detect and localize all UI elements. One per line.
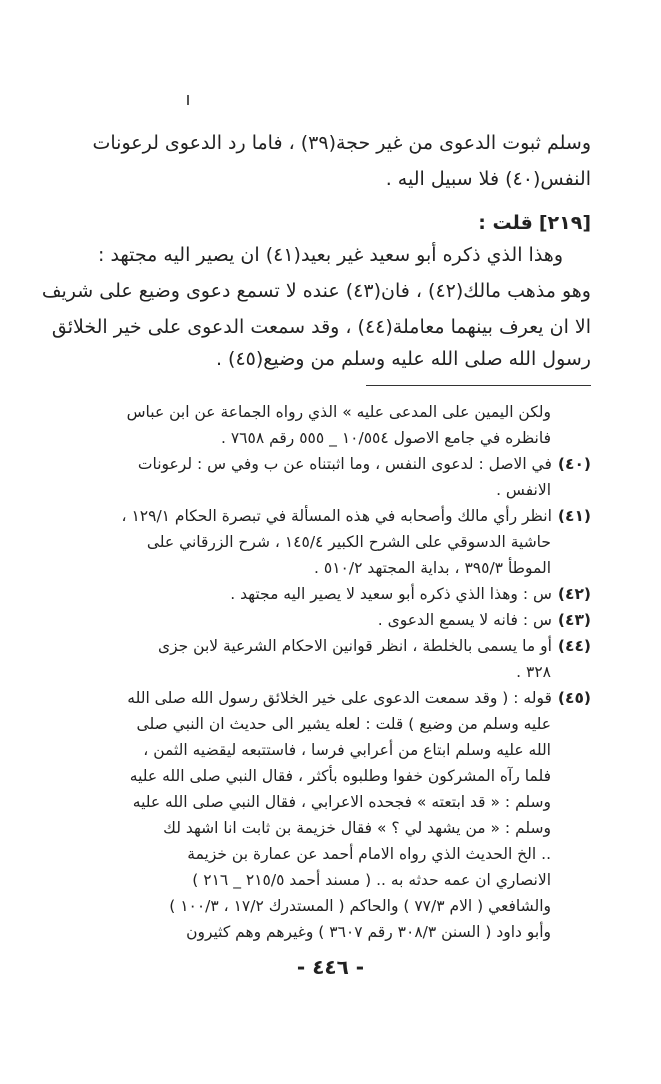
footnote-line bbox=[78, 789, 591, 815]
footnote-line bbox=[78, 685, 591, 711]
footnote-text: س : وهذا الذي ذكره أبو سعيد لا يصير اليه مجتهد . bbox=[230, 585, 552, 603]
section-number: [٢١٩] bbox=[538, 212, 591, 234]
section-label: قلت : bbox=[478, 212, 533, 234]
footnote-line bbox=[78, 399, 591, 425]
section-text-line-1: وهذا الذي ذكره أبو سعيد غير بعيد(٤١) ان يصير اليه مجتهد : bbox=[98, 244, 563, 266]
main-text-line-2: النفس(٤٠) فلا سبيل اليه . bbox=[385, 168, 591, 190]
footnote-text: قوله : ( وقد سمعت الدعوى على خير الخلائق رسول الله صلى الله bbox=[127, 689, 552, 707]
footnote-text: حاشية الدسوقي على الشرح الكبير ١٤٥/٤ ، شرح الزرقاني على bbox=[146, 533, 551, 551]
footnote-number: (٤٠) bbox=[557, 455, 591, 473]
footnote-text: .. الخ الحديث الذي رواه الامام أحمد عن عمارة بن خزيمة bbox=[187, 845, 551, 863]
section-text-line-4: رسول الله صلى الله عليه وسلم من وضيع(٤٥) . bbox=[215, 348, 591, 370]
footnote-text: وسلم : « من يشهد لي ؟ » فقال خزيمة بن ثابت انا اشهد لك bbox=[163, 819, 551, 837]
footnote-number: (٤١) bbox=[557, 507, 591, 525]
section-text-line-2: وهو مذهب مالك(٤٢) ، فان(٤٣) عنده لا تسمع دعوى وضيع على شريف bbox=[41, 280, 591, 302]
footnote-line bbox=[78, 633, 591, 659]
footnote-line bbox=[78, 919, 591, 945]
footnote-line bbox=[78, 529, 591, 555]
footnote-line bbox=[78, 425, 591, 451]
footnote-line bbox=[78, 477, 591, 503]
footnote-line bbox=[78, 555, 591, 581]
footnote-line bbox=[78, 841, 591, 867]
footnote-text: فانظره في جامع الاصول ١٠/٥٥٤ _ ٥٥٥ رقم ٧٦٥٨ . bbox=[220, 429, 551, 447]
footnote-text: أو ما يسمى بالخلطة ، انظر قوانين الاحكام الشرعية لابن جزى bbox=[157, 637, 552, 655]
stray-ink-mark bbox=[187, 95, 189, 105]
footnote-line bbox=[78, 893, 591, 919]
footnote-separator bbox=[366, 385, 591, 386]
footnote-text: الموطأ ٣٩٥/٣ ، بداية المجتهد ٥١٠/٢ . bbox=[314, 559, 551, 577]
footnote-line bbox=[78, 815, 591, 841]
footnote-line bbox=[78, 503, 591, 529]
footnote-text: س : فانه لا يسمع الدعوى . bbox=[377, 611, 552, 629]
footnote-number: (٤٣) bbox=[557, 611, 591, 629]
footnote-number: (٤٥) bbox=[557, 689, 591, 707]
footnote-text: في الاصل : لدعوى النفس ، وما اثبتناه عن ب وفي س : لرعونات bbox=[137, 455, 552, 473]
footnote-text: ٣٢٨ . bbox=[516, 663, 551, 681]
footnote-text: وأبو داود ( السنن ٣٠٨/٣ رقم ٣٦٠٧ ) وغيرهم وهم كثيرون bbox=[186, 923, 551, 941]
footnote-text: انظر رأي مالك وأصحابه في هذه المسألة في تبصرة الحكام ١٢٩/١ ، bbox=[121, 507, 552, 525]
footnote-line bbox=[78, 867, 591, 893]
footnote-line bbox=[78, 607, 591, 633]
footnote-text: الانصاري ان عمه حدثه به .. ( مسند أحمد ٢١٥/٥ _ ٢١٦ ) bbox=[192, 871, 551, 889]
footnote-line bbox=[78, 763, 591, 789]
footnote-text: ولكن اليمين على المدعى عليه » الذي رواه الجماعة عن ابن عباس bbox=[126, 403, 551, 421]
footnote-number: (٤٢) bbox=[557, 585, 591, 603]
footnote-line bbox=[78, 581, 591, 607]
footnote-line bbox=[78, 659, 591, 685]
main-text-line-1: وسلم ثبوت الدعوى من غير حجة(٣٩) ، فاما رد الدعوى لرعونات bbox=[92, 132, 591, 154]
footnote-line bbox=[78, 711, 591, 737]
footnote-number: (٤٤) bbox=[557, 637, 591, 655]
footnote-text: فلما رآه المشركون خفوا وطلبوه بأكثر ، فقال النبي صلى الله عليه bbox=[129, 767, 551, 785]
footnote-line bbox=[78, 451, 591, 477]
footnote-text: عليه وسلم من وضيع ) قلت : لعله يشير الى حديث ان النبي صلى bbox=[136, 715, 551, 733]
page-number: - ٤٤٦ - bbox=[296, 955, 365, 979]
section-text-line-3: الا ان يعرف بينهما معاملة(٤٤) ، وقد سمعت الدعوى على خير الخلائق bbox=[51, 316, 591, 338]
footnote-text: وسلم : « قد ابتعته » فجحده الاعرابي ، فقال النبي صلى الله عليه bbox=[132, 793, 551, 811]
footnote-text: الانفس . bbox=[496, 481, 551, 499]
footnote-text: والشافعي ( الام ٧٧/٣ ) والحاكم ( المستدرك ١٧/٢ ، ١٠٠/٣ ) bbox=[169, 897, 551, 915]
section-heading bbox=[78, 208, 591, 238]
footnote-line bbox=[78, 737, 591, 763]
footnote-text: الله عليه وسلم ابتاع من أعرابي فرسا ، فاستتبعه ليقضيه الثمن ، bbox=[143, 741, 551, 759]
